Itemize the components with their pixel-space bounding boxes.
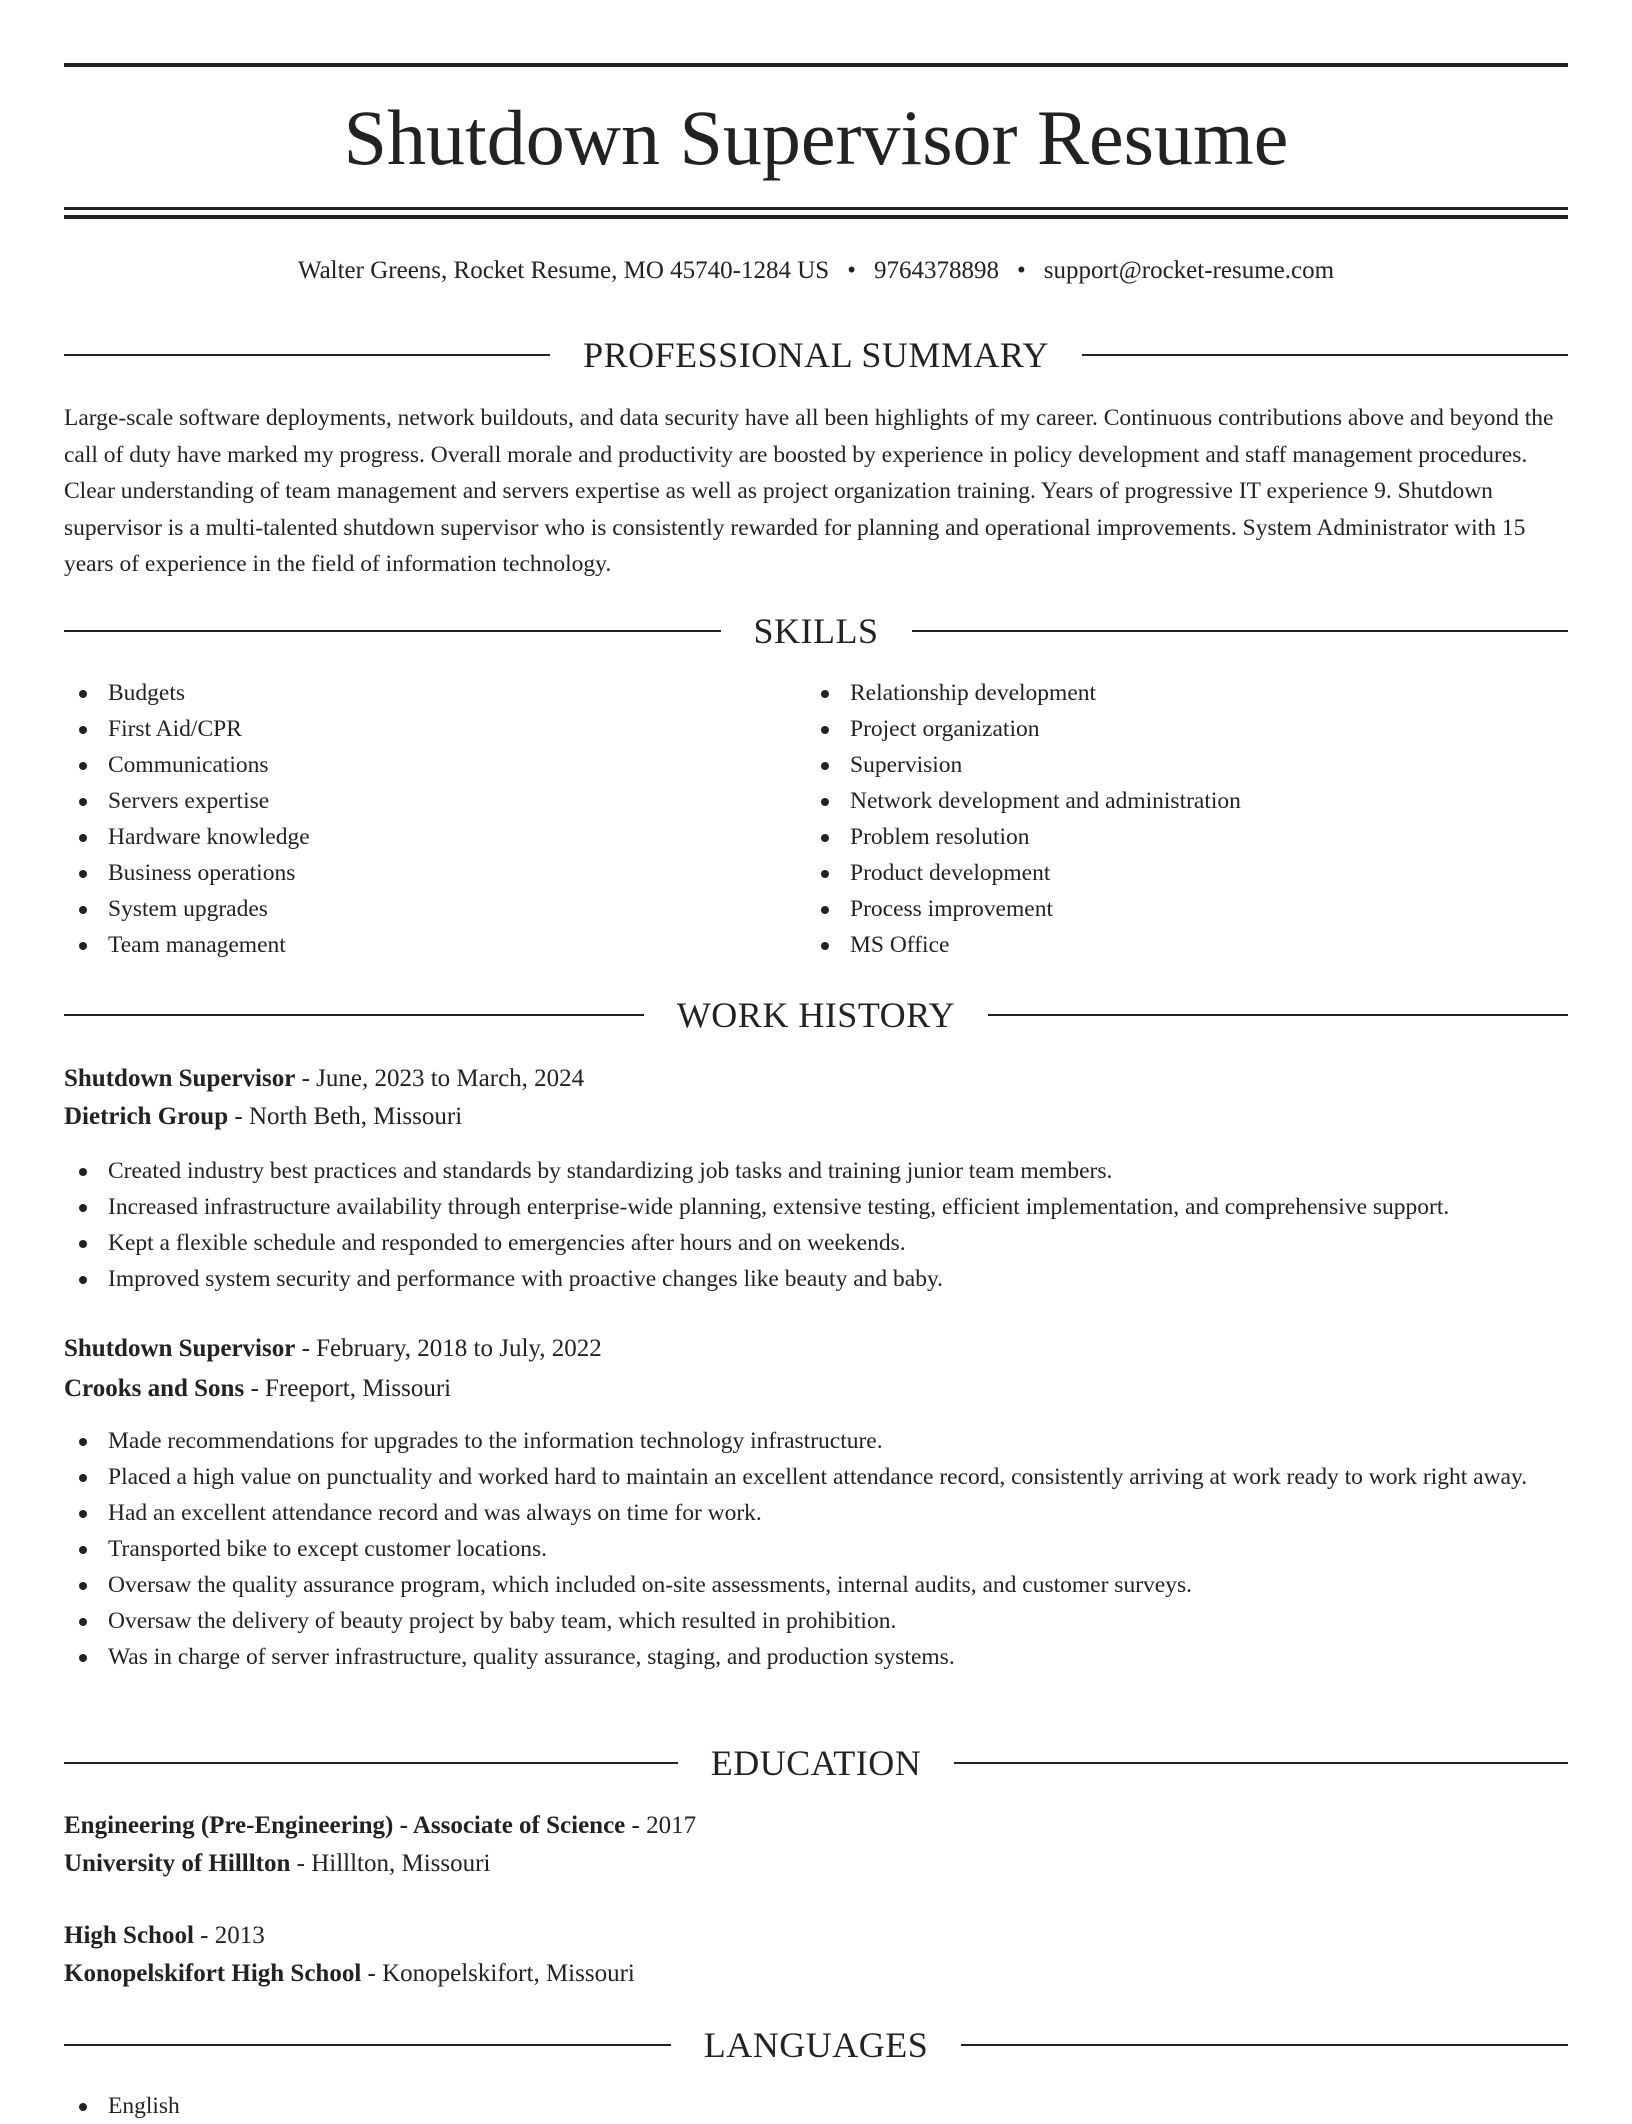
skill-item: Servers expertise [64, 783, 764, 819]
job-bullet: Transported bike to except customer locations. [64, 1531, 1568, 1567]
job-dates: - June, 2023 to March, 2024 [295, 1065, 585, 1092]
skill-item: Network development and administration [806, 783, 1506, 819]
heading-rule [64, 2044, 671, 2046]
job-bullets [64, 1423, 1568, 1675]
heading-rule [1082, 354, 1568, 356]
education-school-line [64, 1846, 1568, 1882]
education-degree: Engineering (Pre-Engineering) - Associate of Science [64, 1812, 626, 1839]
languages-heading [64, 2023, 1568, 2067]
education-degree: High School [64, 1922, 194, 1949]
job-title-line [64, 1331, 1568, 1367]
job-bullet: Kept a flexible schedule and responded to emergencies after hours and on weekends. [64, 1225, 1568, 1261]
skills-heading-label: SKILLS [753, 611, 879, 651]
education-year: - 2013 [193, 1922, 265, 1949]
contact-separator: • [1016, 257, 1026, 284]
summary-text: Large-scale software deployments, network buildouts, and data security have all been highlights of my career. Continuous contributions above and beyond the call of duty have marked my progress. Overall morale and productivity are boosted by experience in policy development and staff management procedures. Clear understanding of team management and servers expertise as well as project organization training. Years of progressive IT experience 9. Shutdown supervisor is a multi-talented shutdown supervisor who is consistently rewarded for planning and operational improvements. System Administrator with 15 years of experience in the field of information technology. [64, 405, 1554, 577]
job-company-line [64, 1099, 1568, 1135]
skill-item: System upgrades [64, 891, 764, 927]
heading-rule [64, 354, 550, 356]
education-school-line [64, 1956, 1568, 1992]
skill-item: Project organization [806, 711, 1506, 747]
language-item: English [64, 2088, 1568, 2124]
education-school: Konopelskifort High School [64, 1960, 362, 1987]
skill-item: Hardware knowledge [64, 819, 764, 855]
heading-rule [64, 1762, 678, 1764]
job-bullet: Oversaw the delivery of beauty project by baby team, which resulted in prohibition. [64, 1603, 1568, 1639]
education-location: - Konopelskifort, Missouri [361, 1960, 635, 1987]
skill-item: MS Office [806, 927, 1506, 963]
page-title: Shutdown Supervisor Resume [343, 94, 1289, 181]
skill-item: Team management [64, 927, 764, 963]
education-location: - Hilllton, Missouri [290, 1850, 491, 1877]
skill-item: Communications [64, 747, 764, 783]
education-year: - 2017 [625, 1812, 697, 1839]
languages-heading-label: LANGUAGES [703, 2025, 929, 2065]
work-heading [64, 993, 1568, 1037]
contact-line [64, 254, 1568, 288]
job-bullet: Was in charge of server infrastructure, quality assurance, staging, and production systems. [64, 1639, 1568, 1675]
job-bullet: Made recommendations for upgrades to the information technology infrastructure. [64, 1423, 1568, 1459]
heading-rule [912, 630, 1569, 632]
education-heading-label: EDUCATION [710, 1743, 922, 1783]
skill-item: Problem resolution [806, 819, 1506, 855]
job-location: - Freeport, Missouri [244, 1375, 452, 1402]
job-bullet: Increased infrastructure availability through enterprise-wide planning, extensive testing, efficient implementation, and comprehensive support. [64, 1189, 1568, 1225]
job-company-line [64, 1371, 1568, 1407]
skill-item: Relationship development [806, 675, 1506, 711]
heading-rule [954, 1762, 1568, 1764]
job-bullet: Had an excellent attendance record and was always on time for work. [64, 1495, 1568, 1531]
skill-item: Supervision [806, 747, 1506, 783]
education-degree-line [64, 1918, 1568, 1954]
heading-rule [64, 1014, 644, 1016]
summary-heading [64, 333, 1568, 377]
contact-separator: • [847, 257, 856, 284]
languages-list [64, 2088, 1568, 2124]
job-company: Crooks and Sons [64, 1375, 245, 1402]
job-title-line [64, 1061, 1568, 1097]
skill-item: Process improvement [806, 891, 1506, 927]
skills-heading [64, 609, 1568, 653]
skill-item: Budgets [64, 675, 764, 711]
work-heading-label: WORK HISTORY [676, 995, 956, 1035]
job-bullet: Improved system security and performance with proactive changes like beauty and baby. [64, 1261, 1568, 1297]
top-rule [64, 63, 1568, 67]
education-heading [64, 1741, 1568, 1785]
skills-list-left [64, 675, 764, 963]
job-bullet: Oversaw the quality assurance program, which included on-site assessments, internal audits, and customer surveys. [64, 1567, 1568, 1603]
job-bullets [64, 1153, 1568, 1297]
job-location: - North Beth, Missouri [228, 1103, 463, 1130]
skill-item: Business operations [64, 855, 764, 891]
title-double-rule [64, 207, 1568, 219]
contact-email: support@rocket-resume.com [1043, 257, 1335, 284]
education-school: University of Hilllton [64, 1850, 291, 1877]
contact-address: Walter Greens, Rocket Resume, MO 45740-1284 US [297, 257, 830, 284]
heading-rule [988, 1014, 1568, 1016]
heading-rule [961, 2044, 1568, 2046]
job-title: Shutdown Supervisor [64, 1335, 296, 1362]
job-bullet: Placed a high value on punctuality and worked hard to maintain an excellent attendance record, consistently arriving at work ready to work right away. [64, 1459, 1568, 1495]
job-bullet: Created industry best practices and standards by standardizing job tasks and training junior team members. [64, 1153, 1568, 1189]
job-company: Dietrich Group [64, 1103, 229, 1130]
skill-item: First Aid/CPR [64, 711, 764, 747]
skill-item: Product development [806, 855, 1506, 891]
skills-list-right [806, 675, 1506, 963]
job-dates: - February, 2018 to July, 2022 [295, 1335, 602, 1362]
job-title: Shutdown Supervisor [64, 1065, 296, 1092]
heading-rule [64, 630, 721, 632]
contact-phone: 9764378898 [873, 257, 999, 284]
education-degree-line [64, 1808, 1568, 1844]
summary-heading-label: PROFESSIONAL SUMMARY [583, 335, 1049, 375]
